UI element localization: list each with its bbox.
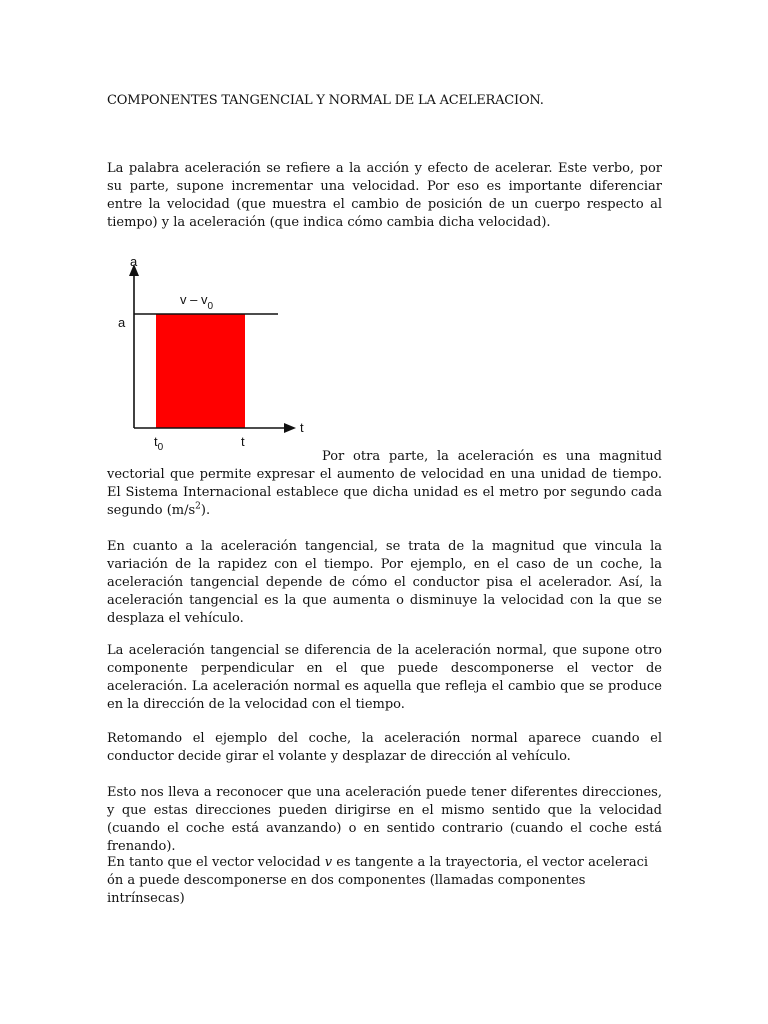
intro-text: La palabra aceleración se refiere a la acción y efecto de acelerar. Este verbo, por su parte, supone incrementar una velocidad. Por eso es importante diferenciar entre la velocidad (que muestra el cambio de posición de un cuerpo respecto al tiempo) y la aceleración (que indica cómo cambia dicha velocidad). xyxy=(107,161,662,230)
area-label xyxy=(180,292,213,312)
area-rectangle xyxy=(156,314,245,428)
intro-paragraph xyxy=(107,160,662,232)
paragraph-3 xyxy=(107,538,662,628)
t0-label-subscript: 0 xyxy=(157,442,164,452)
paragraph-2 xyxy=(107,448,662,520)
paragraph-2-text: Por otra parte, la aceleración es una magnitud vectorial que permite expresar el aumento de velocidad en una unidad de tiempo. El Sistema Internacional establece que dicha unidad es el metro por segundo cada segundo (m/s xyxy=(107,449,662,518)
paragraph-7-line-2: ón a puede descomponerse en dos componentes (llamadas componentes intrínsecas) xyxy=(107,873,586,906)
x-axis-arrow xyxy=(284,423,296,433)
velocity-variable: v xyxy=(324,855,333,870)
paragraph-7 xyxy=(107,854,662,908)
paragraph-2-end: ). xyxy=(200,503,211,518)
graph-svg xyxy=(110,252,320,452)
acceleration-time-graph xyxy=(110,252,320,452)
document-title: COMPONENTES TANGENCIAL Y NORMAL DE LA ACELERACION. xyxy=(107,93,544,108)
paragraph-5-text: Retomando el ejemplo del coche, la aceleración normal aparece cuando el conductor decide girar el volante y desplazar de dirección al vehículo. xyxy=(107,731,662,764)
area-label-subscript: 0 xyxy=(207,301,214,312)
area-label-text: v – v xyxy=(180,292,208,307)
paragraph-7-text-a: En tanto que el vector velocidad xyxy=(107,855,325,870)
superscript-two: 2 xyxy=(195,501,201,512)
paragraph-7-text-b: es tangente a la trayectoria, el vector aceleraci xyxy=(332,855,649,870)
paragraph-7-line-1 xyxy=(107,854,662,872)
paragraph-5 xyxy=(107,730,662,766)
paragraph-6-text: Esto nos lleva a reconocer que una aceleración puede tener diferentes direcciones, y que estas direcciones pueden dirigirse en el mismo sentido que la velocidad (cuando el coche está avanzando) o en sentido contrario (cuando el coche está frenando). xyxy=(107,785,662,854)
x-axis-label: t xyxy=(300,420,304,435)
acceleration-level-label: a xyxy=(118,315,126,330)
t-label: t xyxy=(241,434,245,449)
paragraph-4 xyxy=(107,642,662,714)
paragraph-3-text: En cuanto a la aceleración tangencial, se trata de la magnitud que vincula la variación de la rapidez con el tiempo. Por ejemplo, en el caso de un coche, la aceleración tangencial depende de cómo el conductor pisa el acelerador. Así, la aceleración tangencial es la que aumenta o disminuye la velocidad con la que se desplaza el vehículo. xyxy=(107,539,662,626)
paragraph-6 xyxy=(107,784,662,856)
t0-label-text: t xyxy=(154,434,158,449)
y-axis-label: a xyxy=(130,254,138,269)
paragraph-4-text: La aceleración tangencial se diferencia de la aceleración normal, que supone otro componente perpendicular en el que puede descomponerse el vector de aceleración. La aceleración normal es aquella que refleja el cambio que se produce en la dirección de la velocidad con el tiempo. xyxy=(107,643,662,712)
